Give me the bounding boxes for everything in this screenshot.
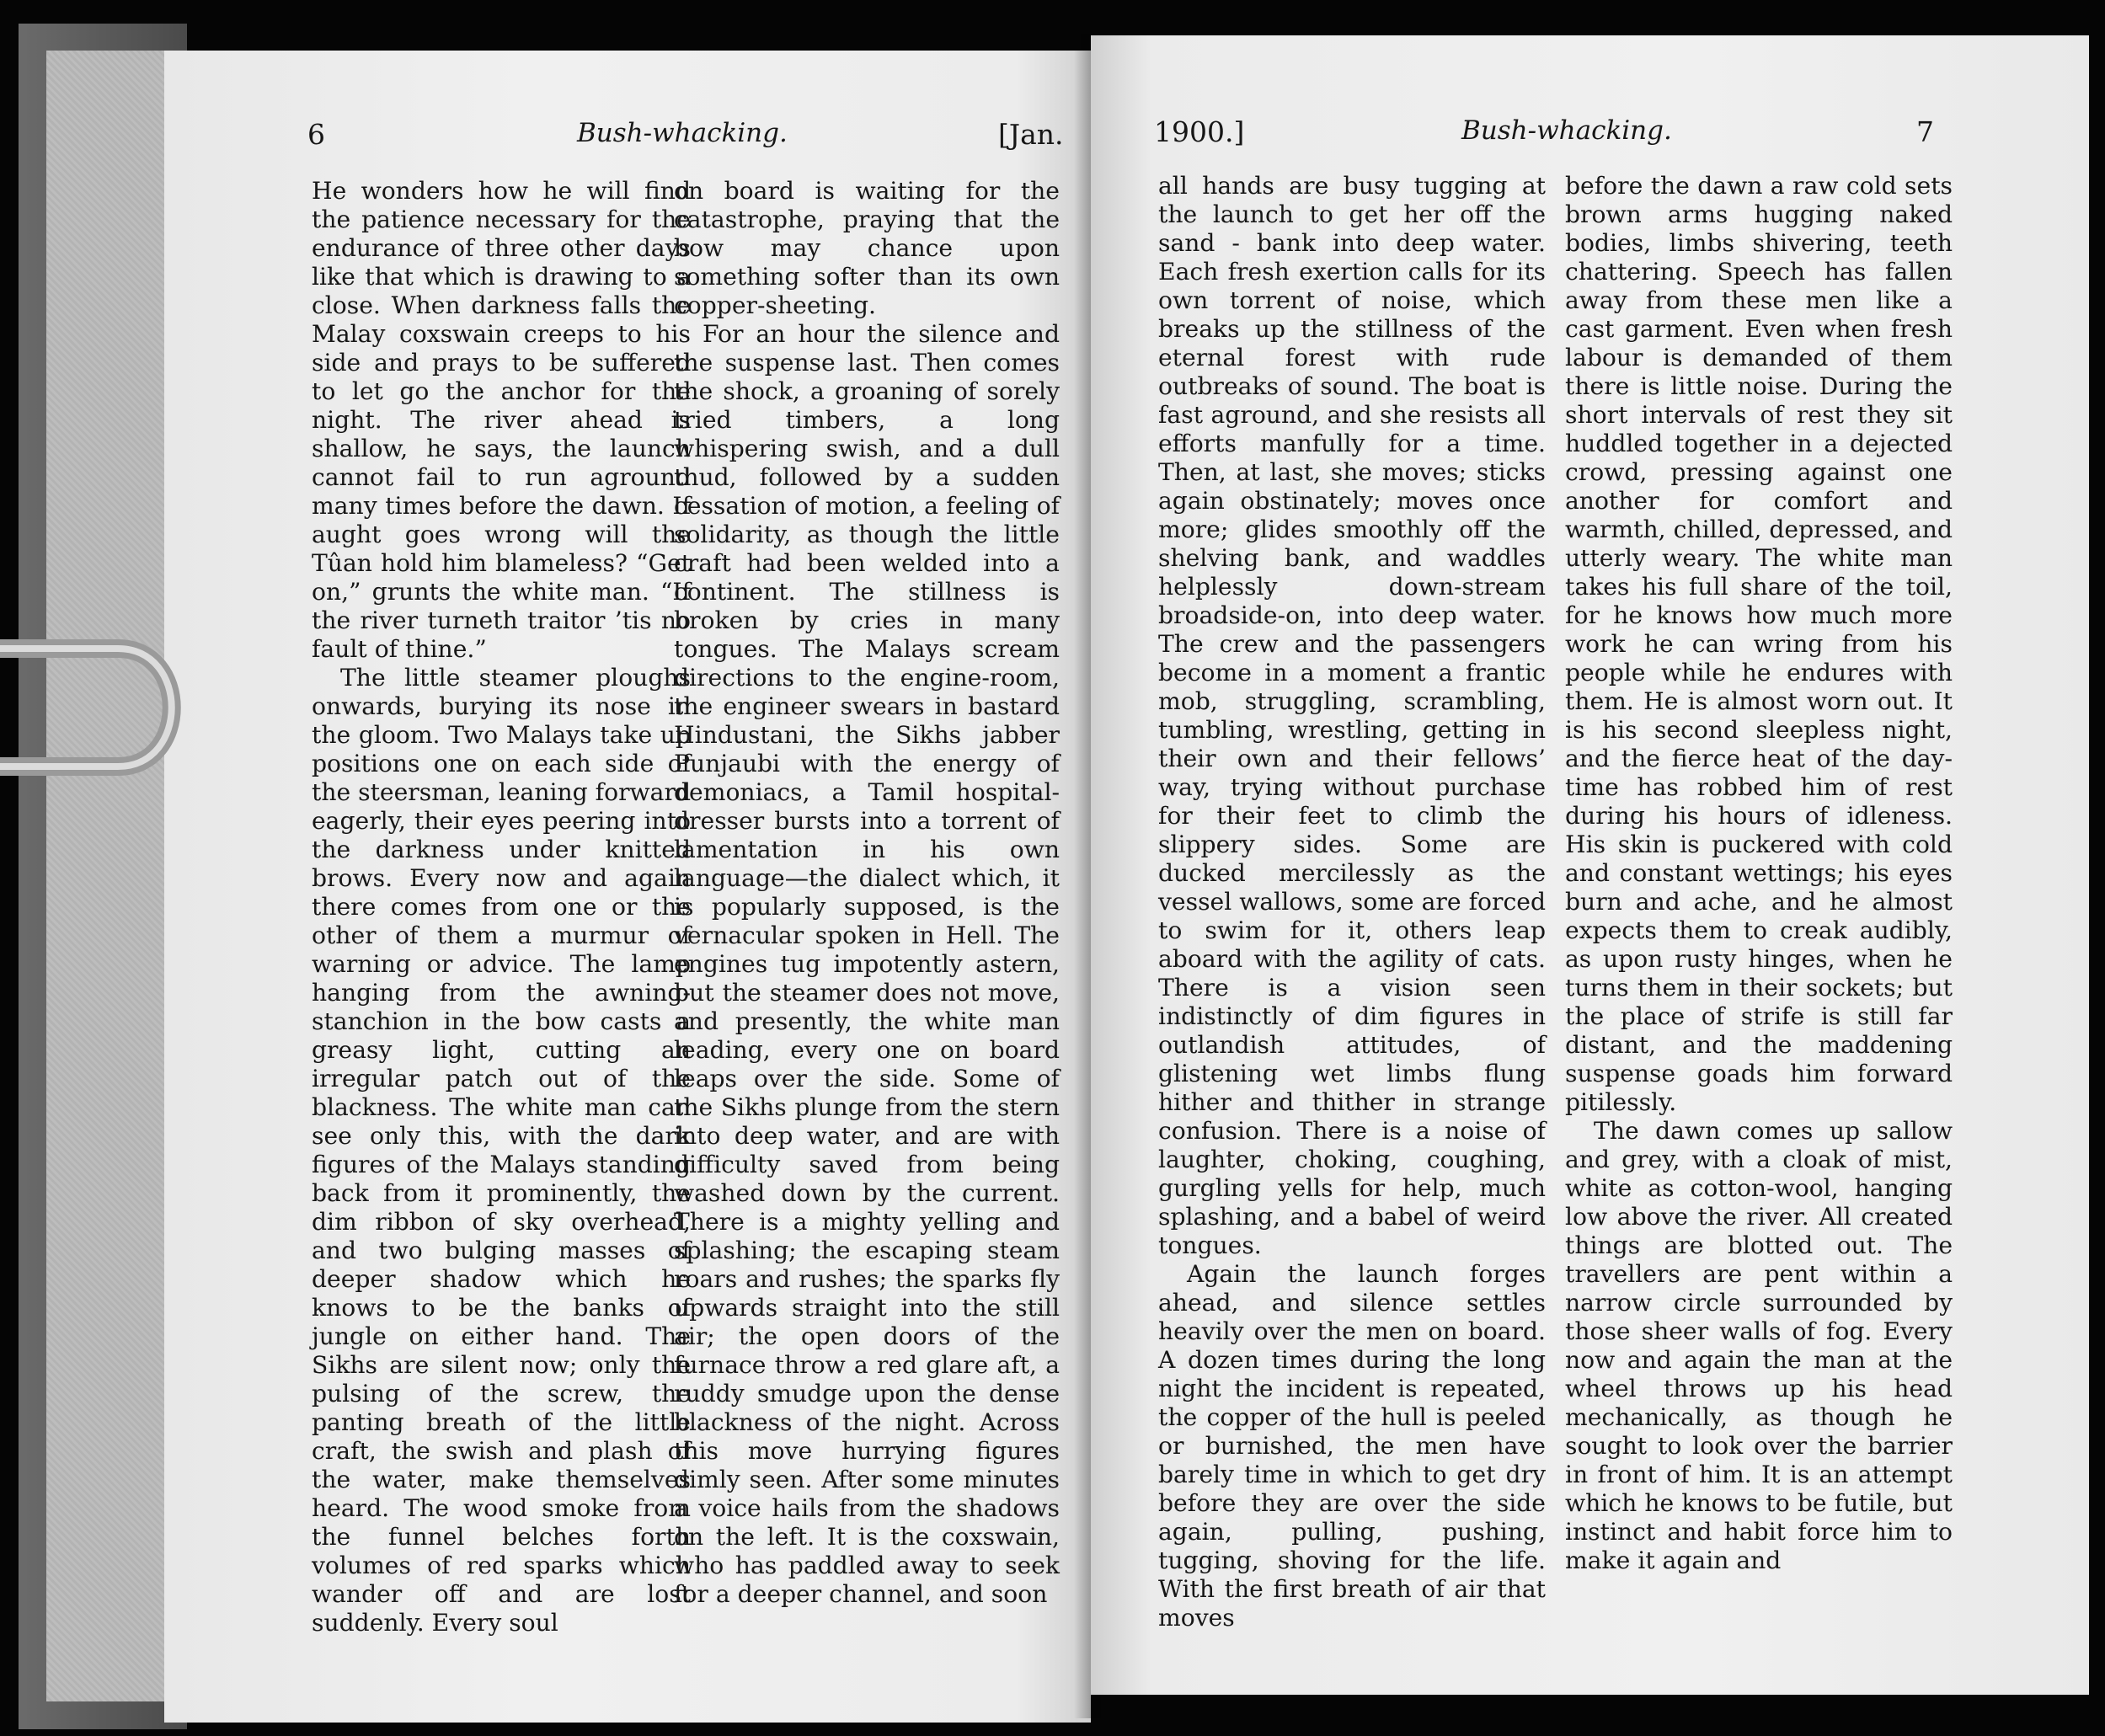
paragraph: all hands are busy tugging at the launch to get her off the sand - bank into deep water. Each fresh exertion calls for its own torrent of noise, which breaks up the stillness of the eternal forest with rude outbreaks of sound. The boat is fast aground, and she resists all efforts manfully for a time. Then, at last, she moves; sticks again obstinately; moves once more; glides smoothly off the shelving bank, and waddles helplessly down-stream broadside-on, into deep water. The crew and the passengers become in a moment a frantic mob, struggling, scrambling, tumbling, wrestling, getting in their own and their fellows’ way, trying without purchase for their feet to climb the slippery sides. Some are ducked mercilessly as the vessel wallows, some are forced to swim for it, others leap aboard with the agility of cats. There is a vision seen indistinctly of dim figures in outlandish attitudes, of glistening wet limbs flung hither and thither in strange confusion. There is a noise of laughter, choking, coughing, gurgling yells for help, much splashing, and a babel of weird tongues.	[1158, 172, 1546, 1259]
paragraph: on board is waiting for the catastrophe, praying that the bow may chance upon something softer than its own copper-sheeting.	[674, 177, 1060, 319]
left-header-date: [Jan.	[998, 118, 1064, 151]
paragraph: The little steamer ploughs onwards, burying its nose in the gloom. Two Malays take up positions one on each side of the steersman, leaning forward eagerly, their eyes peering into the darkness under knitted brows. Every now and again there comes from one or the other of them a murmur of warning or advice. The lamp hanging from the awning-stanchion in the bow casts a greasy light, cutting an irregular patch out of the blackness. The white man can see only this, with the dark figures of the Malays standing back from it prominently, the dim ribbon of sky overhead, and two bulging masses of deeper shadow which he knows to be the banks of jungle on either hand. The Sikhs are silent now; only the pulsing of the screw, the panting breath of the little craft, the swish and plash of the water, make themselves heard. The wood smoke from the funnel belches forth volumes of red sparks which wander off and are lost suddenly. Every soul	[312, 664, 691, 1637]
paragraph: Again the launch forges ahead, and silence settles heavily over the men on board. A dozen times during the long night the incident is repeated, the copper of the hull is peeled or burnished, the men have barely time in which to get dry before they are over the side again, pulling, pushing, tugging, shoving for the life. With the first breath of air that moves	[1158, 1260, 1546, 1632]
left-page-header	[164, 118, 1091, 168]
left-column-1	[312, 177, 691, 1637]
left-page-number: 6	[307, 118, 325, 151]
right-page-number: 7	[1916, 115, 1934, 148]
left-page	[164, 51, 1091, 1723]
right-header-date: 1900.]	[1154, 115, 1245, 148]
paragraph: He wonders how he will find the patience necessary for the endurance of three other days like that which is drawing to a close. When darkness falls the Malay coxswain creeps to his side and prays to be suffered to let go the anchor for the night. The river ahead is shallow, he says, the launch cannot fail to run aground many times before the dawn. If aught goes wrong will the Tûan hold him blameless? “Get on,” grunts the white man. “If the river turneth traitor ’tis no fault of thine.”	[312, 177, 691, 663]
right-column-2	[1565, 172, 1953, 1575]
paper-clip-icon	[0, 590, 236, 834]
endpaper	[46, 51, 173, 1701]
left-running-title: Bush-whacking.	[577, 118, 788, 148]
paragraph: before the dawn a raw cold sets brown arms hugging naked bodies, limbs shivering, teeth chattering. Speech has fallen away from these men like a cast garment. Even when fresh labour is demanded of them there is little noise. During the short intervals of rest they sit huddled together in a dejected crowd, pressing against one another for comfort and warmth, chilled, depressed, and utterly weary. The white man takes his full share of the toil, for he knows how much more work he can wring from his people while he endures with them. He is almost worn out. It is his second sleepless night, and the fierce heat of the day-time has robbed him of rest during his hours of idleness. His skin is puckered with cold and constant wettings; his eyes burn and ache, and he almost expects them to creak audibly, as upon rusty hinges, when he turns them in their sockets; but the place of strife is still far distant, and the maddening suspense goads him forward pitilessly.	[1565, 172, 1953, 1116]
left-column-2	[674, 177, 1060, 1609]
right-column-1	[1158, 172, 1546, 1632]
paragraph: The dawn comes up sallow and grey, with a cloak of mist, white as cotton-wool, hanging low above the river. All created things are blotted out. The travellers are pent within a narrow circle surrounded by those sheer walls of fog. Every now and again the man at the wheel throws up his head mechanically, as though he sought to look over the barrier in front of him. It is an attempt which he knows to be futile, but instinct and habit force him to make it again and	[1565, 1117, 1953, 1574]
right-running-title: Bush-whacking.	[1461, 115, 1672, 146]
right-page-header	[1091, 115, 2089, 166]
paragraph: For an hour the silence and the suspense last. Then comes the shock, a groaning of sorely tried timbers, a long whispering swish, and a dull thud, followed by a sudden cessation of motion, a feeling of solidarity, as though the little craft had been welded into a continent. The stillness is broken by cries in many tongues. The Malays scream directions to the engine-room, the engineer swears in bastard Hindustani, the Sikhs jabber Punjaubi with the energy of demoniacs, a Tamil hospital-dresser bursts into a torrent of lamentation in his own language—the dialect which, it is popularly supposed, is the vernacular spoken in Hell. The engines tug impotently astern, but the steamer does not move, and presently, the white man leading, every one on board leaps over the side. Some of the Sikhs plunge from the stern into deep water, and are with difficulty saved from being washed down by the current. There is a mighty yelling and splashing; the escaping steam roars and rushes; the sparks fly upwards straight into the still air; the open doors of the furnace throw a red glare aft, a ruddy smudge upon the dense blackness of the night. Across this move hurrying figures dimly seen. After some minutes a voice hails from the shadows on the left. It is the coxswain, who has paddled away to seek for a deeper channel, and soon	[674, 320, 1060, 1608]
right-page	[1091, 35, 2089, 1695]
